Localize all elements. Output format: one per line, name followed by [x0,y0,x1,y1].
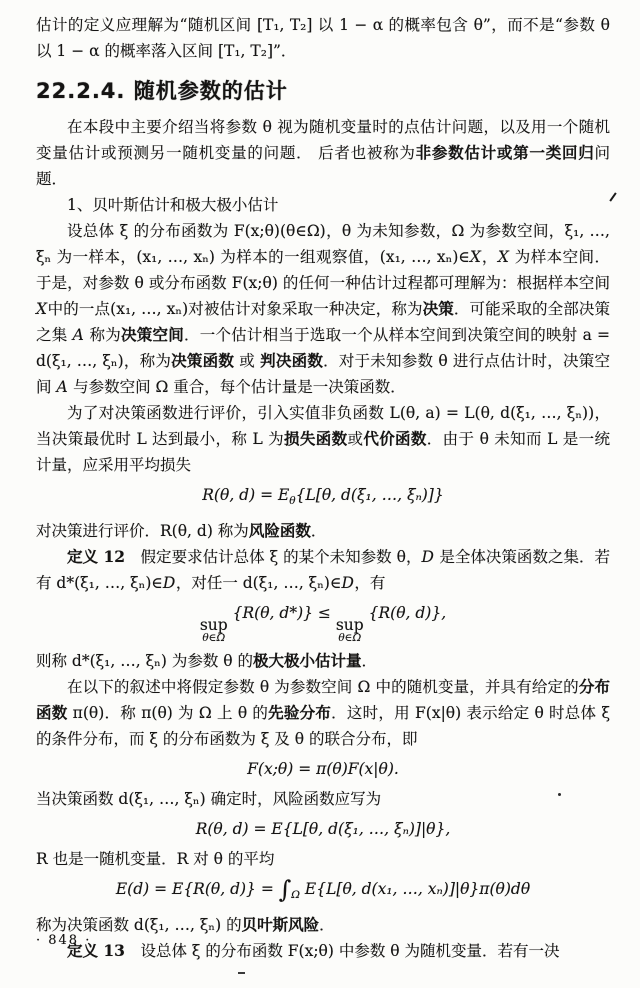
definition-12-label: 定义 12 [67,547,126,567]
paragraph-prior-distribution [36,674,610,752]
text-run: 为样本空间． 于是，对参数 θ 或分布函数 F(x;θ) 的任何一种估计过程都可理解为：根据样本空间 [36,248,610,292]
text-run: 估计的定义应理解为“随机区间 [T₁, T₂] 以 1 − α 的概率包含 θ”，而不是“参数 θ 以 1 − α 的概率落入区间 [T₁, T₂]”． [36,16,610,60]
text-run: 对决策进行评价．R(θ, d) 称为 [36,522,249,541]
script-a-letter: A [72,326,85,344]
text-run: 1、贝叶斯估计和极大极小估计 [67,196,279,214]
text-run: ．一个估计相当于选取一个从样本空间到决策空间的映射 a = d(ξ₁, …, ξₙ)，称为 [36,326,610,370]
sup-operator [200,617,228,644]
list-item-bayes-minimax [36,192,610,218]
script-a-letter: A [56,378,69,396]
paragraph-r-average [36,846,610,872]
term-nonparametric-regression: 非参数估计或第一类回归 [415,143,595,162]
text-run: ，对任一 d(ξ₁, …, ξₙ)∈ [175,574,342,593]
term-decision-function: 决策函数 [171,351,235,370]
text-run: 称为决策函数 d(ξ₁, …, ξₙ) 的 [36,916,242,935]
text-run: 与参数空间 Ω 重合，每个估计量是一决策函数． [68,378,406,396]
text-run: ． [319,916,335,935]
formula-part: E(d) = E{R(θ, d)} = [115,880,279,898]
text-run: 设总体 ξ 的分布函数为 F(x;θ)(θ∈Ω)，θ 为未知参数，Ω 为参数空间，ξ₁, …, ξₙ 为一样本，(x₁, …, xₙ) 为样本的一组观察值，(x₁, …, xₙ)∈ [36,222,610,266]
script-x-letter: X [469,248,482,266]
term-risk-function: 风险函数 [248,521,311,541]
text-run: 称为 [84,326,122,344]
formula-minimax-condition [36,600,610,644]
paragraph-overview [36,114,610,192]
text-run: ．对于未知参数 θ 进行点估计时，决策空间 [36,352,610,396]
text-run: 当决策函数 d(ξ₁, …, ξₙ) 确定时，风险函数应写为 [36,790,382,808]
term-prior-distribution: 先验分布 [268,703,332,722]
term-judgement-function: 判决函数 [260,351,324,370]
formula-part: R(θ, d) = E{L[θ, d(ξ₁, …, ξₙ)]|θ}, [195,820,451,838]
script-d-letter: D [421,548,435,567]
paragraph-bayes-risk-name [36,912,610,938]
text-run: ． [361,652,378,670]
script-d-letter: D [341,574,355,593]
scan-artifact-tick [609,192,616,201]
paragraph-risk-given-theta [36,786,610,812]
text-run: 假定要求估计总体 ξ 的某个未知参数 θ， [125,548,422,567]
text-run: 则称 d*(ξ₁, …, ξₙ) 为参数 θ 的 [36,652,254,670]
term-loss-function: 损失函数 [283,429,348,448]
term-decision: 决策 [422,299,454,318]
paragraph-interval-estimate [36,12,610,64]
formula-part: F(x;θ) = π(θ)F(x|θ). [247,760,399,778]
text-run: R 也是一随机变量．R 对 θ 的平均 [36,850,275,868]
formula-bayes-risk [36,876,610,908]
sup-label: sup [199,615,228,634]
text-run: 设总体 ξ 的分布函数 F(x;θ) 中参数 θ 为随机变量．若有一决 [124,942,560,961]
formula-conditional-risk [36,816,610,842]
text-run: 或 [234,352,261,370]
text-run: ，有 [354,574,386,593]
text-run: 为了对决策函数进行评价，引入实值非负函数 L(θ, a) = L(θ, d(ξ₁, …, ξₙ))，当决策最优时 L 达到最小，称 L 为 [36,404,610,448]
sup-domain: θ∈Ω [338,631,362,644]
definition-13 [36,938,610,964]
text-run: 在以下的叙述中将假定参数 θ 为参数空间 Ω 中的随机变量，并具有给定的 [67,678,579,696]
script-x-letter: X [497,248,510,266]
term-decision-space: 决策空间 [121,325,184,344]
text-run: ．这时，用 F(x|θ) 表示给定 θ 时总体 ξ 的条件分布，而 ξ 的分布函数为 ξ 及 θ 的联合分布，即 [36,704,610,748]
section-heading: 22.2.4. 随机参数的估计 [36,79,288,103]
script-d-letter: D [162,574,176,593]
text-run: ． [310,522,327,541]
term-bayes-risk: 贝叶斯风险 [241,915,320,935]
text-run: π(θ)．称 π(θ) 为 Ω 上 θ 的 [67,704,269,722]
text-run: ， [481,248,498,266]
formula-subscript: Ω [291,889,300,902]
formula-subscript: θ [289,495,296,508]
paragraph-minimax-conclusion [36,648,610,674]
definition-13-label: 定义 13 [67,941,125,961]
sup-operator [336,617,364,644]
paragraph-loss-function [36,400,610,478]
definition-12 [36,544,610,596]
term-minimax-estimator: 极大极小估计量 [253,651,362,670]
scan-artifact-speck [238,972,245,974]
formula-part: {R(θ, d*)} ≤ [227,604,336,623]
integral-sign: ∫ [278,875,292,904]
script-x-letter: X [36,300,48,318]
text-run: 是全体决策函数之集．若有 d*(ξ₁, …, ξₙ)∈ [36,548,611,593]
page-number: · 848 · [36,933,92,948]
sup-domain: θ∈Ω [202,631,226,644]
scan-artifact-speck [558,793,561,796]
formula-joint-distribution [36,756,610,782]
formula-risk-function [36,482,610,514]
formula-part: {L[θ, d(ξ₁, …, ξₙ)]} [295,486,444,504]
paragraph-risk-eval [36,518,610,544]
term-cost-function: 代价函数 [363,429,427,448]
text-run: 中的一点(x₁, …, xₙ)对被估计对象采取一种决定，称为 [47,300,423,318]
text-run: 或 [347,430,364,448]
formula-part: E{L[θ, d(x₁, …, xₙ)]|θ}π(θ)dθ [300,880,531,898]
sup-label: sup [335,615,364,634]
term-distribution-function: 分布函数 [36,677,610,722]
text-run: 问题． [36,144,610,188]
formula-part: R(θ, d) = E [202,486,290,504]
paragraph-decision-setup [36,218,610,400]
text-run: 在本段中主要介绍当将参数 θ 视为随机变量时的点估计问题，以及用一个随机变量估计或预测另一随机变量的问题． 后者也被称为 [36,118,610,162]
formula-part: {R(θ, d)}, [363,604,447,623]
text-run: ．可能采取的全部决策之集 [36,300,610,344]
text-run: ．由于 θ 未知而 L 是一统计量，应采用平均损失 [36,430,610,474]
